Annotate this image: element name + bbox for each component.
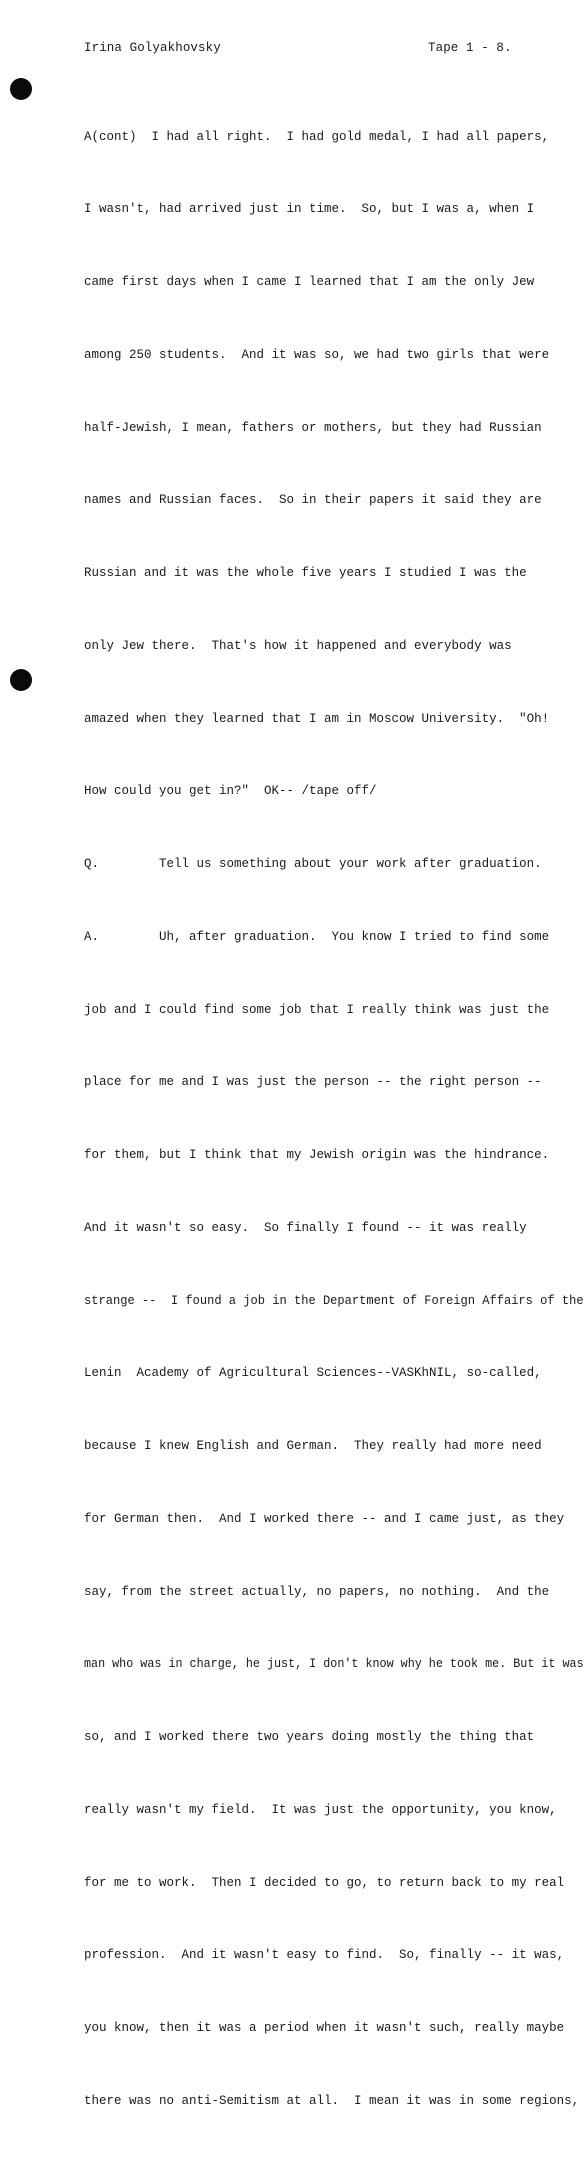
transcript-line: A(cont) I had all right. I had gold medal, I had all papers, — [84, 129, 550, 144]
transcript-line: because I knew English and German. They really had more need — [84, 1439, 542, 1453]
transcript-line: names and Russian faces. So in their papers it said they are — [84, 493, 542, 508]
transcript-line: among 250 students. And it was so, we had two girls that were — [84, 347, 550, 362]
transcript-line: came first days when I came I learned that I am the only Jew — [84, 275, 535, 289]
transcript-body — [84, 76, 584, 2162]
transcript-line: Lenin Academy of Agricultural Sciences--VASKhNIL, so-called, — [84, 1366, 542, 1381]
transcript-line: only Jew there. That's how it happened and everybody was — [84, 638, 512, 653]
transcript-line: I wasn't, had arrived just in time. So, but I was a, when I — [84, 202, 535, 217]
transcript-line: half-Jewish, I mean, fathers or mothers, but they had Russian — [84, 420, 542, 435]
binder-hole-top — [10, 78, 32, 100]
transcript-line: How could you get in?" OK-- /tape off/ — [84, 784, 377, 799]
transcript-line: job and I could find some job that I really think was just the — [84, 1002, 550, 1017]
tape-label: Tape 1 - 8. — [428, 41, 512, 55]
transcript-line: profession. And it wasn't easy to find. So, finally -- it was, — [84, 1948, 565, 1963]
transcript-line: And it wasn't so easy. So finally I found -- it was really — [84, 1220, 527, 1235]
transcript-line: say, from the street actually, no papers, no nothing. And the — [84, 1584, 550, 1599]
transcript-line: so, and I worked there two years doing mostly the thing that — [84, 1730, 535, 1744]
transcript-line: place for me and I was just the person -- the right person -- — [84, 1075, 542, 1090]
transcript-line: for German then. And I worked there -- and I came just, as they — [84, 1511, 565, 1526]
transcript-line: strange -- I found a job in the Department of Foreign Affairs of the — [84, 1293, 584, 1308]
interviewee-name: Irina Golyakhovsky — [84, 41, 221, 55]
transcript-line: A. Uh, after graduation. You know I tried to find some — [84, 929, 550, 944]
binder-hole-bottom — [10, 669, 32, 691]
transcript-line: you know, then it was a period when it wasn't such, really maybe — [84, 2021, 565, 2035]
transcript-line: for them, but I think that my Jewish origin was the hindrance. — [84, 1148, 550, 1162]
transcript-line: Q. Tell us something about your work after graduation. — [84, 857, 542, 871]
transcript-line: for me to work. Then I decided to go, to return back to my real — [84, 1875, 565, 1890]
transcript-line: there was no anti-Semitism at all. I mean it was in some regions, — [84, 2093, 580, 2108]
transcript-line: Russian and it was the whole five years I studied I was the — [84, 566, 527, 580]
transcript-line: amazed when they learned that I am in Moscow University. "Oh! — [84, 711, 550, 726]
transcript-line: man who was in charge, he just, I don't know why he took me. But it was — [84, 1657, 584, 1672]
transcript-line: really wasn't my field. It was just the opportunity, you know, — [84, 1802, 557, 1817]
